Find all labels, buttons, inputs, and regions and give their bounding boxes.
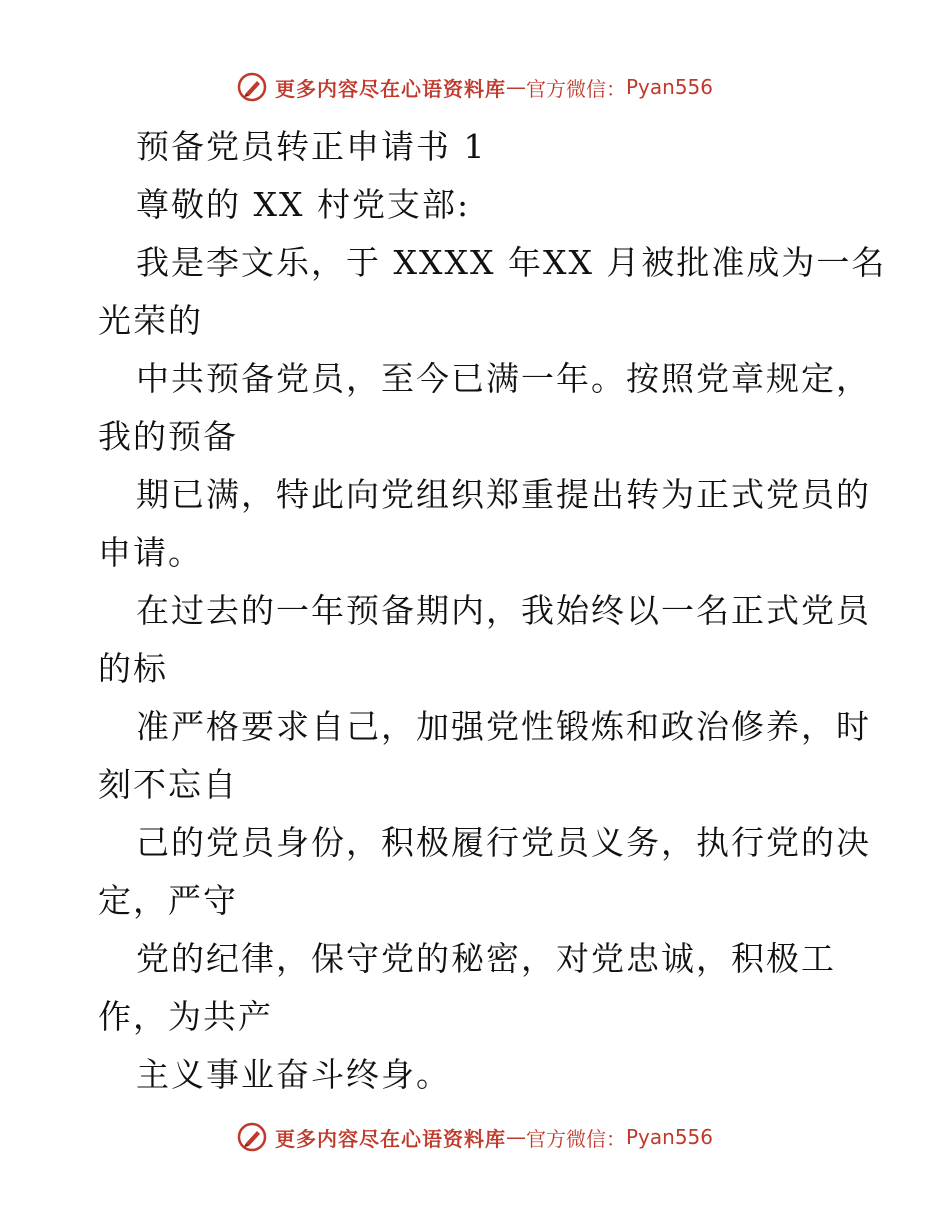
banner-main-text: 更多内容尽在心语资料库 [274,1126,506,1151]
footer-banner [0,1122,950,1152]
paragraph-line: 党的纪律，保守党的秘密，对党忠诚，积极工 [136,939,836,978]
paragraph-line: 我是李文乐，于 XXXX 年XX 月被批准成为一名 [136,243,887,282]
paragraph-line: 我的预备 [98,417,238,456]
banner-sub-text: 官方微信： [525,1126,626,1151]
banner-separator: — [505,1125,526,1149]
paragraph-line: 己的党员身份，积极履行党员义务，执行党的决 [136,823,871,862]
paragraph-line: 中共预备党员，至今已满一年。按照党章规定， [136,359,871,398]
paragraph-line: 光荣的 [98,301,203,340]
document-body [98,118,887,1104]
banner-main-text: 更多内容尽在心语资料库 [274,76,506,101]
pen-circle-logo-icon [237,72,267,102]
banner-wechat-id: Pyan556 [625,1125,713,1149]
paragraph-line: 在过去的一年预备期内，我始终以一名正式党员 [136,591,871,630]
paragraph-line: 刻不忘自 [98,765,238,804]
paragraph-line: 的标 [98,649,168,688]
salutation: 尊敬的 XX 村党支部: [136,185,471,224]
document-title: 预备党员转正申请书 1 [136,127,487,166]
paragraph-line: 定，严守 [98,881,238,920]
header-banner [0,72,950,102]
paragraph-line: 准严格要求自己，加强党性锻炼和政治修养，时 [136,707,871,746]
banner-sub-text: 官方微信： [525,76,626,101]
paragraph-line: 作，为共产 [98,997,273,1036]
banner-wechat-id: Pyan556 [625,75,713,99]
paragraph-line: 申请。 [98,533,203,572]
pen-circle-logo-icon [237,1122,267,1152]
paragraph-line: 主义事业奋斗终身。 [136,1055,451,1094]
banner-separator: — [505,75,526,99]
paragraph-line: 期已满，特此向党组织郑重提出转为正式党员的 [136,475,871,514]
